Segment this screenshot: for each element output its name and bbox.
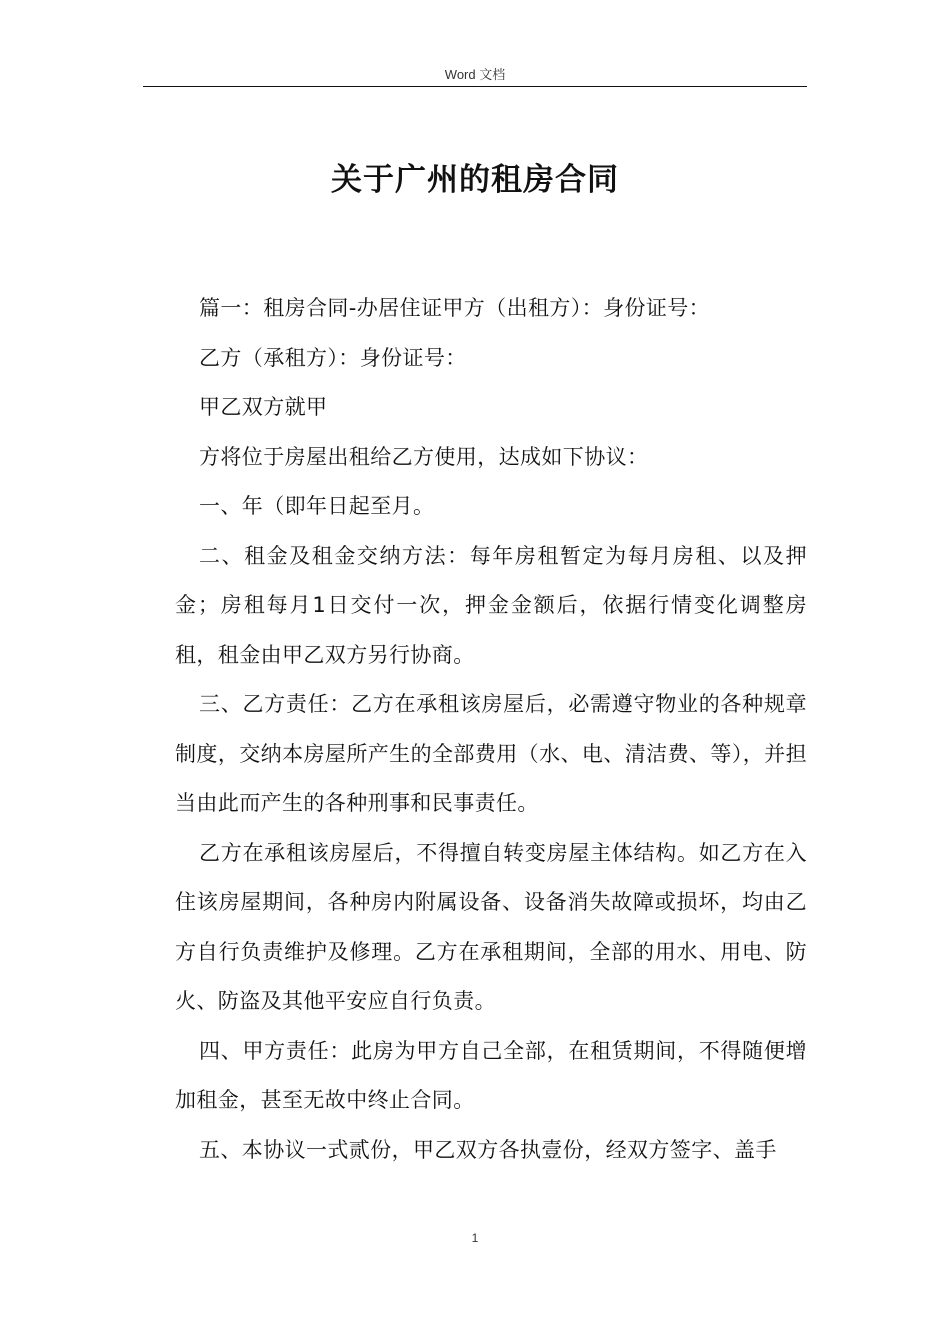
document-body [175,284,807,1175]
page-header: Word 文档 [444,67,506,82]
paragraph: 五、本协议一式贰份，甲乙双方各执壹份，经双方签字、盖手 [199,1137,777,1162]
paragraph: 二、租金及租金交纳方法：每年房租暂定为每月房租、以及押金；房租每月1日交付一次，押金金额后，依据行情变化调整房租，租金由甲乙双方另行协商。 [175,543,807,667]
paragraph: 甲乙双方就甲 [199,395,328,419]
paragraph: 乙方（承租方）：身份证号： [199,345,467,370]
paragraph: 乙方在承租该房屋后，不得擅自转变房屋主体结构。如乙方在入住该房屋期间，各种房内附属设备、设备消失故障或损坏，均由乙方自行负责维护及修理。乙方在承租期间，全部的用水、用电、防火、防盗及其他平安应自行负责。 [175,840,807,1013]
paragraph: 四、甲方责任：此房为甲方自己全部，在租赁期间，不得随便增加租金，甚至无故中终止合同。 [175,1038,807,1112]
page-number: 1 [471,1231,479,1245]
paragraph: 篇一：租房合同-办居住证甲方（出租方）：身份证号： [199,296,711,320]
paragraph: 一、年（即年日起至月。 [199,494,435,518]
document-title: 关于广州的租房合同 [331,162,619,198]
paragraph: 方将位于房屋出租给乙方使用，达成如下协议： [199,444,649,469]
header-divider [143,86,807,87]
paragraph: 三、乙方责任：乙方在承租该房屋后，必需遵守物业的各种规章制度，交纳本房屋所产生的全部费用（水、电、清洁费、等），并担当由此而产生的各种刑事和民事责任。 [175,692,807,815]
